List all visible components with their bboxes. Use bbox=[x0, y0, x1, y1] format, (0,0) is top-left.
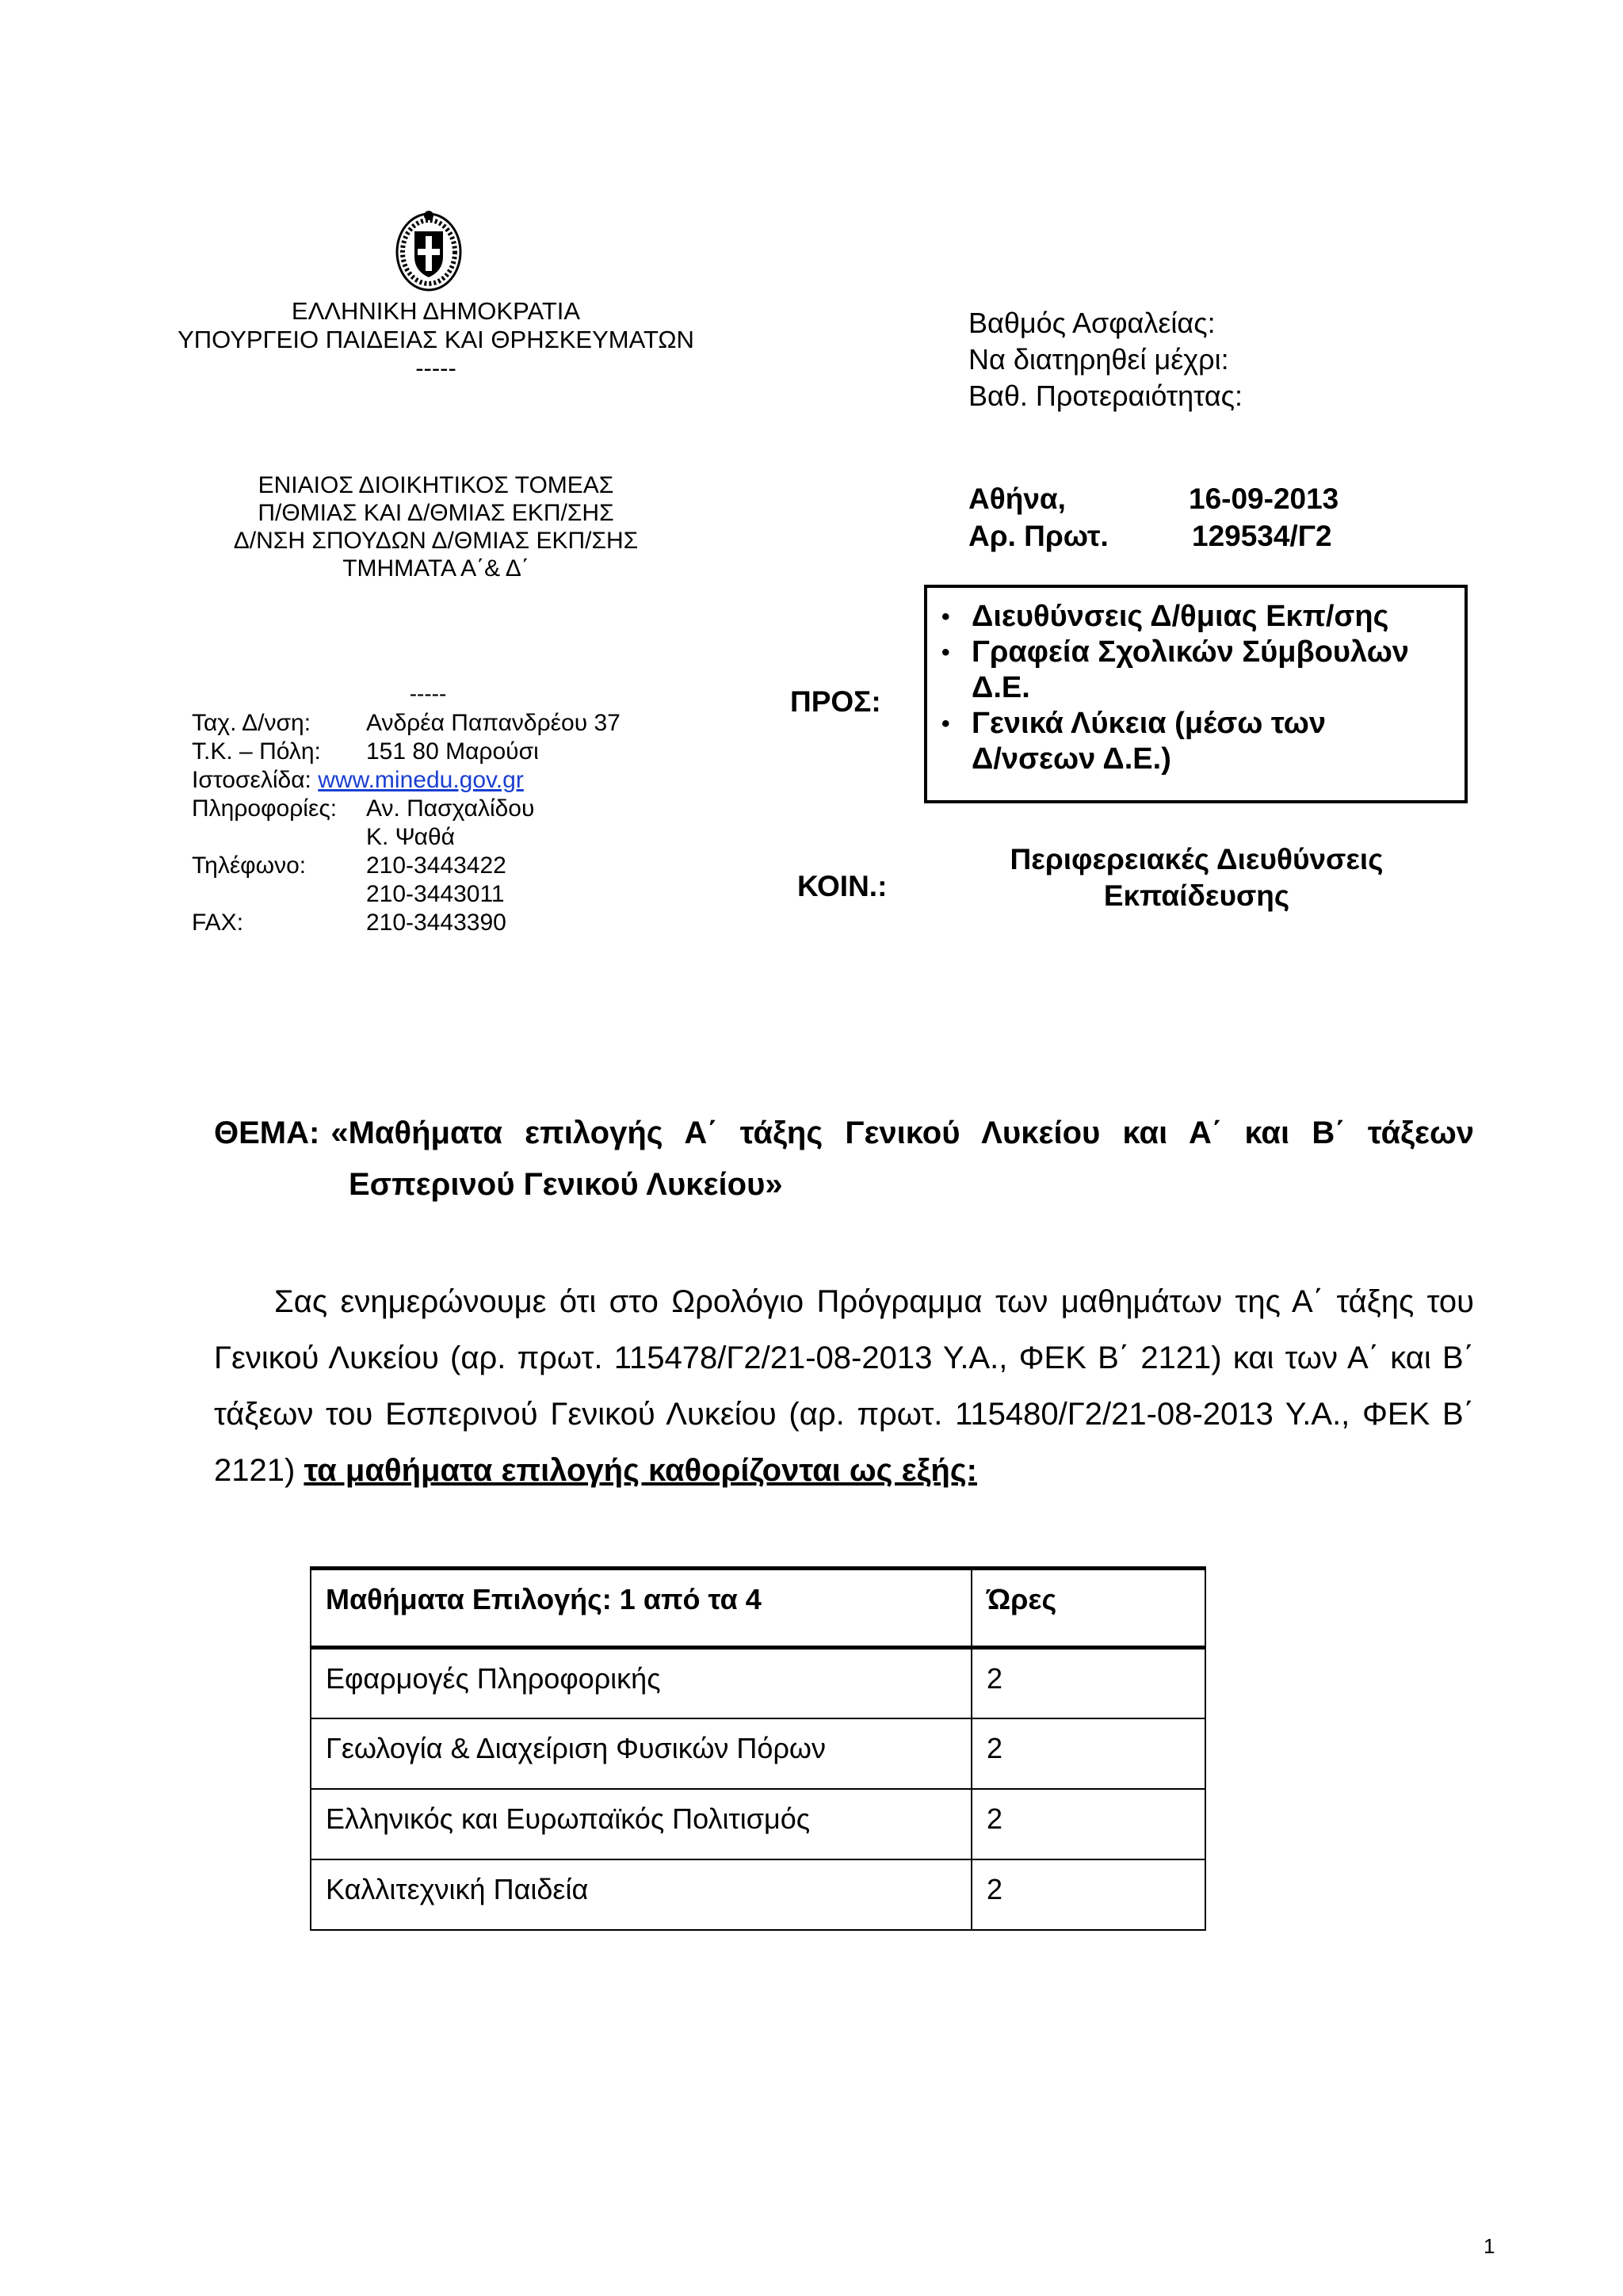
course-name: Εφαρμογές Πληροφορικής bbox=[311, 1648, 972, 1718]
postal-row bbox=[192, 738, 715, 766]
contact-block bbox=[192, 709, 715, 947]
table-row bbox=[311, 1648, 1205, 1718]
cc-recipients bbox=[951, 841, 1442, 914]
priority-level: Βαθ. Προτεραιότητας: bbox=[968, 379, 1243, 412]
website-link[interactable]: www.minedu.gov.gr bbox=[318, 767, 524, 793]
table-row bbox=[311, 1789, 1205, 1859]
subject-block bbox=[214, 1116, 1474, 1203]
course-name: Ελληνικός και Ευρωπαϊκός Πολιτισμός bbox=[311, 1789, 972, 1859]
place-label: Αθήνα, bbox=[968, 482, 1066, 515]
course-name: Γεωλογία & Διαχείριση Φυσικών Πόρων bbox=[311, 1718, 972, 1789]
classification-block bbox=[968, 305, 1243, 414]
body-emphasis: τα μαθήματα επιλογής καθορίζονται ως εξής: bbox=[304, 1453, 977, 1488]
cc-label: ΚΟΙΝ.: bbox=[797, 870, 888, 902]
document-meta bbox=[968, 480, 1381, 559]
postal-value: 151 80 Μαρούσι bbox=[366, 738, 539, 765]
department-line: ΤΜΗΜΑΤΑ Α΄& Δ΄ bbox=[342, 555, 529, 582]
recipient-line: Γενικά Λύκεια (μέσω των bbox=[972, 707, 1327, 740]
elective-courses-table bbox=[310, 1566, 1206, 1931]
course-hours: 2 bbox=[972, 1789, 1205, 1859]
contact-separator: ----- bbox=[409, 681, 447, 706]
recipient-item bbox=[927, 706, 1465, 777]
website-label: Ιστοσελίδα: bbox=[192, 767, 311, 793]
fax-row bbox=[192, 909, 715, 937]
bullet-icon: • bbox=[941, 711, 950, 737]
postal-label: Τ.Κ. – Πόλη: bbox=[192, 738, 321, 765]
phone-value: 210-3443011 bbox=[366, 881, 505, 907]
table-row bbox=[311, 1859, 1205, 1930]
table-row bbox=[311, 1718, 1205, 1789]
phone-label: Τηλέφωνο: bbox=[192, 852, 307, 879]
info-row bbox=[192, 823, 715, 852]
address-label: Ταχ. Δ/νση: bbox=[192, 710, 311, 736]
recipients-list bbox=[927, 599, 1465, 777]
bullet-icon: • bbox=[941, 639, 950, 666]
info-value: Αν. Πασχαλίδου bbox=[366, 795, 535, 822]
info-label: Πληροφορίες: bbox=[192, 795, 338, 822]
phone-row bbox=[192, 880, 715, 909]
department-block bbox=[135, 471, 737, 582]
subject-line: Εσπερινού Γενικού Λυκείου» bbox=[349, 1167, 783, 1202]
address-row bbox=[192, 709, 715, 738]
document-date: 16-09-2013 bbox=[1189, 482, 1339, 515]
phone-row bbox=[192, 852, 715, 880]
recipient-item bbox=[927, 635, 1465, 706]
body-paragraph bbox=[214, 1274, 1474, 1499]
header-hours: Ώρες bbox=[972, 1569, 1205, 1648]
subject-label: ΘΕΜΑ: bbox=[214, 1116, 320, 1150]
address-value: Ανδρέα Παπανδρέου 37 bbox=[366, 710, 621, 736]
to-label: ΠΡΟΣ: bbox=[790, 685, 881, 718]
page-number: 1 bbox=[1484, 2234, 1495, 2258]
recipients-box bbox=[924, 585, 1468, 803]
phone-value: 210-3443422 bbox=[366, 852, 506, 879]
course-hours: 2 bbox=[972, 1859, 1205, 1930]
security-level: Βαθμός Ασφαλείας: bbox=[968, 307, 1216, 339]
header-course: Μαθήματα Επιλογής: 1 από τα 4 bbox=[311, 1569, 972, 1648]
recipient-line: Δ/νσεων Δ.Ε.) bbox=[972, 742, 1171, 776]
cc-line: Περιφερειακές Διευθύνσεις bbox=[1010, 843, 1384, 875]
recipient-line: Διευθύνσεις Δ/θμιας Εκπ/σης bbox=[972, 600, 1389, 633]
protocol-number: 129534/Γ2 bbox=[1192, 520, 1332, 552]
website-row bbox=[192, 766, 715, 795]
bullet-icon: • bbox=[941, 604, 950, 630]
retain-until: Να διατηρηθεί μέχρι: bbox=[968, 343, 1229, 376]
body-text: Σας ενημερώνουμε ότι στο Ωρολόγιο Πρόγραμμα των μαθημάτων της Α΄ τάξης του Γενικού Λυκείου (αρ. πρωτ. 115478/Γ2/21-08-2013 Υ.Α., ΦΕΚ Β΄ 2121) και των Α΄ και Β΄ τάξεων του Εσπερινού Γενικού Λυκείου (αρ. πρωτ. 115480/Γ2/21-08-2013 Υ.Α., ΦΕΚ Β΄ 2121) bbox=[214, 1284, 1474, 1488]
recipient-line: Δ.Ε. bbox=[972, 671, 1030, 704]
subject-line: «Μαθήματα επιλογής Α΄ τάξης Γενικού Λυκείου και Α΄ και Β΄ τάξεων bbox=[330, 1116, 1474, 1150]
national-emblem-icon bbox=[394, 208, 464, 293]
department-line: Δ/ΝΣΗ ΣΠΟΥΔΩΝ Δ/ΘΜΙΑΣ ΕΚΠ/ΣΗΣ bbox=[233, 528, 639, 554]
protocol-label: Αρ. Πρωτ. bbox=[968, 520, 1109, 552]
header-separator: ----- bbox=[415, 354, 456, 382]
table-header-row bbox=[311, 1569, 1205, 1648]
info-value: Κ. Ψαθά bbox=[366, 824, 455, 850]
country-name: ΕΛΛΗΝΙΚΗ ΔΗΜΟΚΡΑΤΙΑ bbox=[291, 297, 581, 325]
cc-line: Εκπαίδευσης bbox=[1103, 879, 1290, 912]
course-hours: 2 bbox=[972, 1718, 1205, 1789]
fax-label: FAX: bbox=[192, 910, 244, 936]
ministry-name: ΥΠΟΥΡΓΕΙΟ ΠΑΙΔΕΙΑΣ ΚΑΙ ΘΡΗΣΚΕΥΜΑΤΩΝ bbox=[178, 326, 694, 353]
recipient-line: Γραφεία Σχολικών Σύμβουλων bbox=[972, 635, 1409, 669]
fax-value: 210-3443390 bbox=[366, 910, 506, 936]
department-line: ΕΝΙΑΙΟΣ ΔΙΟΙΚΗΤΙΚΟΣ ΤΟΜΕΑΣ bbox=[258, 472, 614, 498]
course-name: Καλλιτεχνική Παιδεία bbox=[311, 1859, 972, 1930]
course-hours: 2 bbox=[972, 1648, 1205, 1718]
department-line: Π/ΘΜΙΑΣ ΚΑΙ Δ/ΘΜΙΑΣ ΕΚΠ/ΣΗΣ bbox=[258, 500, 614, 526]
info-row bbox=[192, 795, 715, 823]
recipient-item bbox=[927, 599, 1465, 635]
issuer-header bbox=[135, 297, 737, 383]
